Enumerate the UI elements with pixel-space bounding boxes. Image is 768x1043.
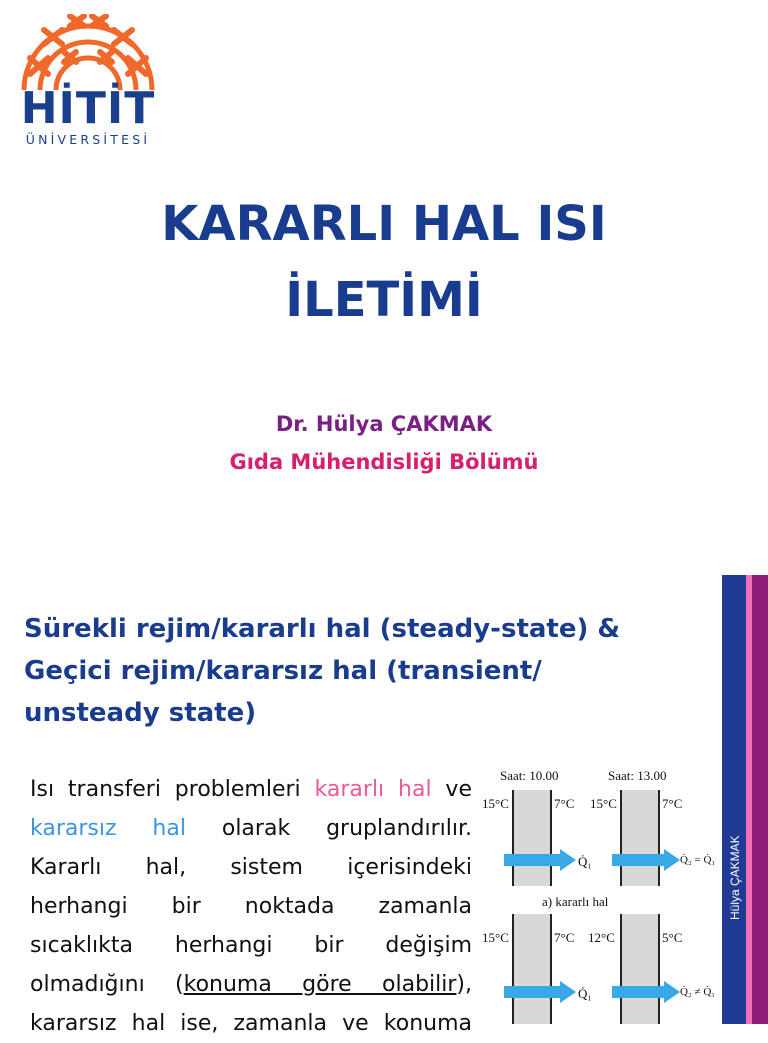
temp-bottom-right-1: 7°C	[554, 930, 575, 945]
body-line-5: sıcaklıkta herhangi bir değişim	[30, 933, 472, 958]
wall-bottom-1	[512, 914, 552, 1024]
wall-top-2	[620, 790, 660, 886]
caption-steady: a) kararlı hal	[542, 894, 609, 909]
side-stripes	[722, 575, 768, 1024]
temp-bottom-right-2: 5°C	[662, 930, 683, 945]
arrow-head-icon	[560, 849, 576, 871]
heat-arrow-top-1	[504, 854, 560, 866]
body-line-7: kararsız hal ise, zamanla ve konuma	[30, 1011, 472, 1036]
heading-line-2: Geçici rejim/kararsız hal (transient/	[24, 656, 542, 686]
q-top-2: Q̇₂ = Q̇₁	[680, 854, 716, 866]
arrow-head-icon	[664, 981, 680, 1003]
temp-top-right-1: 7°C	[554, 796, 575, 811]
underlined-note: konuma göre olabilir	[183, 972, 457, 997]
logo-wordmark: HİTİT	[20, 83, 156, 134]
body-line-2: kararsız hal olarak gruplandırılır.	[30, 816, 472, 841]
arrow-head-icon	[664, 849, 680, 871]
time-label-1: Saat: 10.00	[500, 768, 559, 783]
body-paragraph	[30, 770, 472, 1043]
body-line-4: herhangi bir noktada zamanla	[30, 894, 472, 919]
time-label-2: Saat: 13.00	[608, 768, 667, 783]
title-line-2: İLETİMİ	[285, 272, 483, 328]
temp-top-right-2: 7°C	[662, 796, 683, 811]
department-name: Gıda Mühendisliği Bölümü	[229, 450, 539, 474]
stripe-navy	[722, 575, 746, 1024]
logo-subtitle: ÜNİVERSİTESİ	[25, 132, 151, 147]
highlight-unsteady: kararsız hal	[30, 816, 186, 841]
arrow-head-icon	[560, 981, 576, 1003]
temp-top-left-2: 15°C	[590, 796, 617, 811]
title-line-1: KARARLI HAL ISI	[161, 196, 607, 252]
heat-arrow-bottom-1	[504, 986, 560, 998]
wall-top-1	[512, 790, 552, 886]
university-logo	[14, 14, 162, 154]
heat-arrow-bottom-2	[612, 986, 664, 998]
heading-line-3: unsteady state)	[24, 698, 257, 728]
slide-title	[0, 186, 768, 338]
q-top-1: Q̇₁	[578, 854, 592, 869]
heat-arrow-top-2	[612, 854, 664, 866]
body-line-3: Kararlı hal, sistem içerisindeki	[30, 855, 472, 880]
steady-unsteady-figure	[478, 762, 718, 1024]
highlight-steady: kararlı hal	[314, 777, 432, 802]
vertical-author-label: Hülya ÇAKMAK	[728, 835, 742, 920]
stripe-purple	[752, 575, 768, 1024]
heading-line-1: Sürekli rejim/kararlı hal (steady-state) &	[24, 614, 621, 644]
q-bottom-1: Q̇₁	[578, 986, 592, 1001]
wall-bottom-2	[620, 914, 660, 1024]
content-heading	[24, 608, 714, 734]
temp-top-left-1: 15°C	[482, 796, 509, 811]
temp-bottom-left-1: 15°C	[482, 930, 509, 945]
body-line-6: olmadığını (konuma göre olabilir),	[30, 972, 472, 997]
author-name: Dr. Hülya ÇAKMAK	[275, 412, 493, 436]
q-bottom-2: Q̇₂ ≠ Q̇₁	[680, 986, 716, 998]
temp-bottom-left-2: 12°C	[588, 930, 615, 945]
body-line-1: Isı transferi problemleri kararlı hal ve	[30, 777, 472, 802]
sun-pattern-icon	[14, 14, 162, 94]
